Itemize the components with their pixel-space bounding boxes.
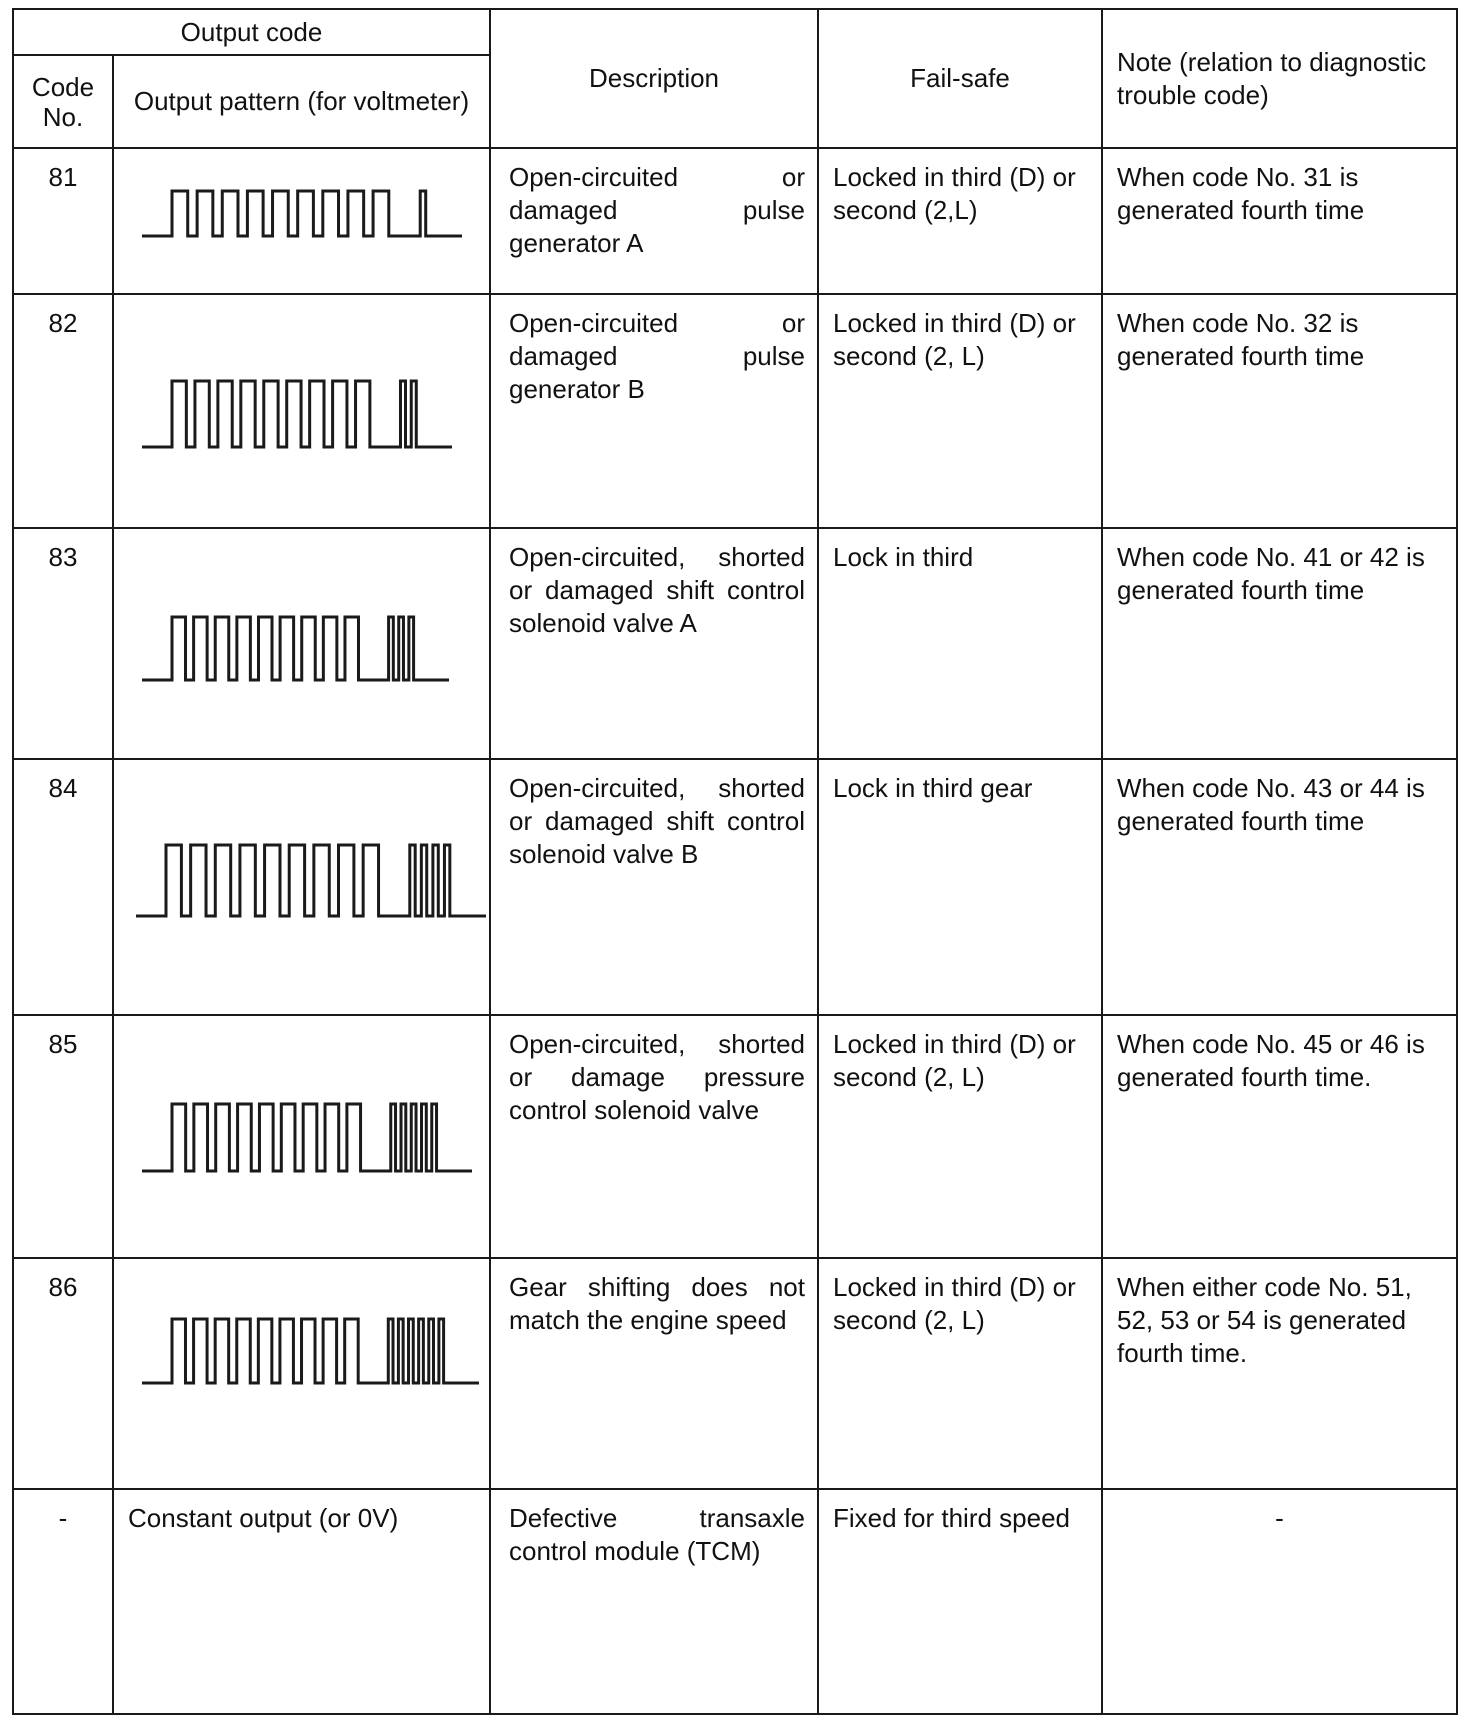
output-pattern-cell <box>113 528 490 759</box>
header-description: Description <box>490 9 818 148</box>
description-cell: Open-circuited, shorted or damage pressure control solenoid valve <box>490 1015 818 1258</box>
fail-safe-cell: Locked in third (D) or second (2, L) <box>818 1015 1102 1258</box>
pulse-trace <box>142 381 452 447</box>
output-pattern-cell <box>113 1489 490 1714</box>
table-row <box>13 528 1457 759</box>
table-row <box>13 759 1457 1015</box>
header-note: Note (relation to diagnostic trouble code) <box>1102 9 1457 148</box>
description-cell: Gear shifting does not match the engine speed <box>490 1258 818 1489</box>
fail-safe-cell: Fixed for third speed <box>818 1489 1102 1714</box>
description-cell: Open-circuited or damaged pulse generator B <box>490 294 818 528</box>
code-no-cell: 83 <box>13 528 113 759</box>
header-code-no: Code No. <box>13 55 113 148</box>
description-cell: Open-circuited, shorted or damaged shift control solenoid valve A <box>490 528 818 759</box>
pulse-trace <box>142 1319 479 1383</box>
output-pattern-cell <box>113 759 490 1015</box>
output-pattern-cell <box>113 294 490 528</box>
pulse-trace <box>142 1104 472 1171</box>
code-no-cell: 85 <box>13 1015 113 1258</box>
fail-safe-cell: Locked in third (D) or second (2, L) <box>818 1258 1102 1489</box>
table-row <box>13 294 1457 528</box>
code-no-cell: - <box>13 1489 113 1714</box>
note-cell: When code No. 43 or 44 is generated fourth time <box>1102 759 1457 1015</box>
header-output-pattern: Output pattern (for voltmeter) <box>113 55 490 148</box>
note-cell: - <box>1102 1489 1457 1714</box>
pulse-trace <box>142 191 462 236</box>
note-cell: When code No. 31 is generated fourth time <box>1102 148 1457 294</box>
note-cell: When code No. 41 or 42 is generated fourth time <box>1102 528 1457 759</box>
header-output-code: Output code <box>13 9 490 55</box>
output-pattern-waveform <box>114 529 491 760</box>
code-no-cell: 84 <box>13 759 113 1015</box>
note-cell: When either code No. 51, 52, 53 or 54 is generated fourth time. <box>1102 1258 1457 1489</box>
note-cell: When code No. 45 or 46 is generated fourth time. <box>1102 1015 1457 1258</box>
code-no-cell: 81 <box>13 148 113 294</box>
fail-safe-cell: Lock in third gear <box>818 759 1102 1015</box>
table-row <box>13 1015 1457 1258</box>
output-pattern-waveform <box>114 760 491 1016</box>
output-pattern-waveform <box>114 295 491 529</box>
code-no-cell: 86 <box>13 1258 113 1489</box>
description-cell: Open-circuited, shorted or damaged shift control solenoid valve B <box>490 759 818 1015</box>
output-pattern-cell <box>113 148 490 294</box>
table-row <box>13 1489 1457 1714</box>
output-pattern-waveform <box>114 149 491 295</box>
note-cell: When code No. 32 is generated fourth time <box>1102 294 1457 528</box>
diagnostic-code-table <box>12 8 1458 1715</box>
output-pattern-cell <box>113 1258 490 1489</box>
description-cell: Open-circuited or damaged pulse generator A <box>490 148 818 294</box>
fail-safe-cell: Lock in third <box>818 528 1102 759</box>
table-row <box>13 148 1457 294</box>
output-pattern-waveform <box>114 1016 491 1259</box>
output-pattern-waveform <box>114 1259 491 1490</box>
code-table-sheet <box>12 8 1456 1720</box>
fail-safe-cell: Locked in third (D) or second (2, L) <box>818 294 1102 528</box>
constant-output-text: Constant output (or 0V) <box>128 1503 399 1533</box>
code-no-cell: 82 <box>13 294 113 528</box>
table-row <box>13 1258 1457 1489</box>
pulse-trace <box>136 845 486 916</box>
fail-safe-cell: Locked in third (D) or second (2,L) <box>818 148 1102 294</box>
description-cell: Defective transaxle control module (TCM) <box>490 1489 818 1714</box>
header-fail-safe: Fail-safe <box>818 9 1102 148</box>
pulse-trace <box>142 617 449 680</box>
output-pattern-cell <box>113 1015 490 1258</box>
